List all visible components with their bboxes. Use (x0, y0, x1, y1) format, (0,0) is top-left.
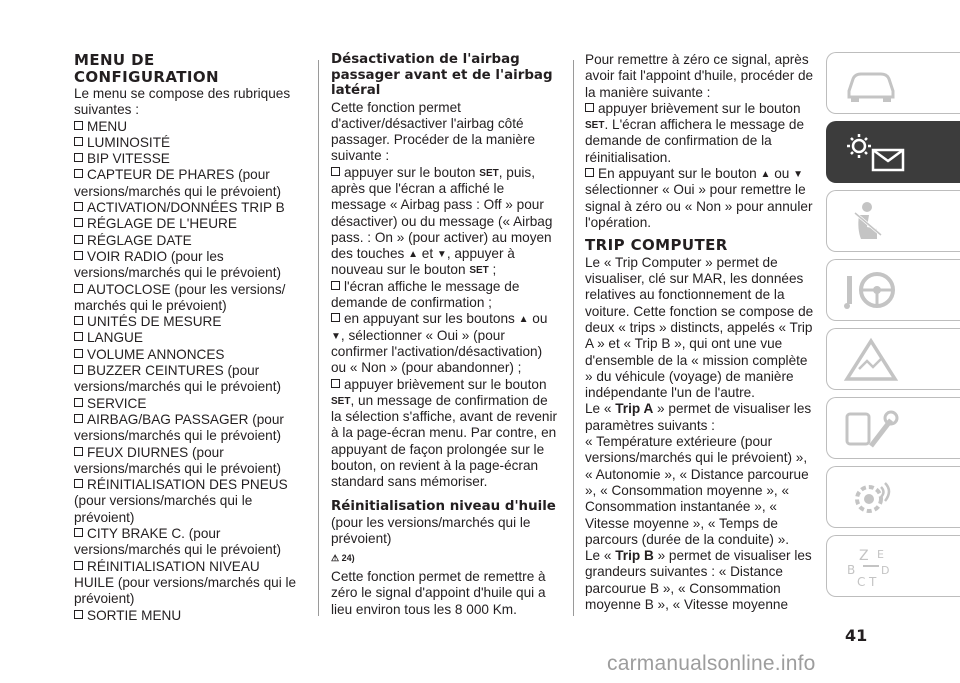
list-item: BUZZER CEINTURES (pour versions/marchés qui le prévoient) (74, 363, 282, 395)
column-divider (573, 60, 574, 616)
wrench-icon (841, 406, 901, 452)
svg-text:D: D (881, 564, 890, 577)
set-button-icon: SET (585, 120, 605, 132)
tab-maintenance[interactable] (826, 397, 960, 459)
list-item: RÉGLAGE DATE (74, 233, 302, 249)
list-item: AUTOCLOSE (pour les versions/ marchés qui le prévoient) (74, 281, 286, 313)
steering-wheel-icon (841, 268, 901, 314)
set-button-icon: SET (331, 395, 351, 407)
svg-text:Z: Z (859, 548, 869, 564)
bullet-box-icon (585, 168, 594, 177)
bullet-box-icon (74, 610, 83, 619)
tab-emergency[interactable] (826, 328, 960, 390)
list-item: appuyer brièvement sur le bouton SET, un message de confirmation de la sélection s'affiche, avant de revenir à la page-écran menu. Par contre, en appuyant de façon prolongée sur le bouton, on revient à la page-écran standard sans mémoriser. (331, 376, 558, 490)
tab-dashboard[interactable] (826, 121, 960, 183)
list-item: SERVICE (74, 396, 302, 412)
column-menu (74, 52, 302, 624)
watermark: carmanualsonline.info (607, 652, 816, 675)
down-button-icon: ▼ (793, 169, 803, 181)
set-button-icon: SET (469, 265, 489, 277)
bullet-box-icon (331, 167, 340, 176)
up-button-icon: ▲ (408, 249, 418, 261)
section-title: TRIP COMPUTER (585, 236, 728, 255)
up-button-icon: ▲ (760, 169, 771, 181)
intro-paragraph: Le menu se compose des rubriques suivantes : (74, 86, 291, 118)
list-item: FEUX DIURNES (pour versions/marchés qui le prévoient) (74, 444, 282, 476)
tab-multimedia[interactable] (826, 466, 960, 528)
bullet-box-icon (331, 379, 340, 388)
column-trip (585, 52, 817, 613)
bullet-box-icon (74, 365, 83, 374)
settings-icon (841, 475, 901, 521)
paragraph: Le « Trip A » permet de visualiser les paramètres suivants : (585, 401, 812, 433)
bullet-box-icon (74, 528, 83, 537)
set-button-icon: SET (479, 167, 499, 179)
list-item: MENU (74, 119, 302, 135)
up-button-icon: ▲ (518, 314, 529, 326)
list-item: LUMINOSITÉ (74, 135, 302, 151)
bullet-box-icon (74, 332, 83, 341)
warning-triangle-icon (841, 337, 901, 383)
svg-text:C: C (857, 575, 866, 589)
list-item: ACTIVATION/DONNÉES TRIP B (74, 200, 302, 216)
svg-text:E: E (877, 548, 884, 561)
bullet-box-icon (74, 235, 83, 244)
index-icon (841, 544, 901, 590)
bullet-box-icon (74, 447, 83, 456)
bullet-box-icon (74, 121, 83, 130)
dashboard-warning-icon (841, 130, 911, 176)
bullet-box-icon (74, 169, 83, 178)
list-item: VOLUME ANNONCES (74, 347, 302, 363)
paragraph: Pour remettre à zéro ce signal, après avoir fait l'appoint d'huile, procéder de la manière suivante : (585, 52, 814, 100)
bullet-box-icon (331, 313, 340, 322)
section-title: Réinitialisation niveau d'huile (331, 498, 556, 514)
list-item: UNITÉS DE MESURE (74, 314, 302, 330)
list-item: AIRBAG/BAG PASSAGER (pour versions/marchés qui le prévoient) (74, 411, 284, 444)
list-item: RÉINITIALISATION NIVEAU HUILE (pour versions/marchés qui le prévoient) (74, 558, 297, 607)
tab-index[interactable] (826, 535, 960, 597)
down-button-icon: ▼ (436, 249, 447, 261)
down-button-icon: ▼ (331, 330, 341, 342)
list-item: LANGUE (74, 330, 302, 346)
tab-car[interactable] (826, 52, 960, 114)
bullet-box-icon (74, 561, 83, 570)
list-item: appuyer brièvement sur le bouton SET. L'écran affichera le message de demande de confirmation de la réinitialisation. (585, 100, 805, 165)
list-item: CITY BRAKE C. (pour versions/marchés qui le prévoient) (74, 526, 282, 558)
page-number: 41 (845, 626, 868, 645)
list-item: en appuyant sur les boutons ▲ ou ▼, sélectionner « Oui » (pour confirmer l'activation/désactivation) ou « Non » (pour abandonner) ; (331, 311, 548, 376)
tab-safety[interactable] (826, 190, 960, 252)
svg-text:B: B (847, 563, 856, 577)
section-title: MENU DE CONFIGURATION (74, 51, 219, 86)
paragraph: Le « Trip B » permet de visualiser les grandeurs suivantes : « Distance parcourue B », « Consommation moyenne B », « Vitesse moyenne (585, 548, 812, 612)
tab-driving[interactable] (826, 259, 960, 321)
section-title: Désactivation de l'airbag passager avant et de l'airbag latéral (331, 52, 553, 98)
bullet-box-icon (74, 202, 83, 211)
bullet-box-icon (74, 349, 83, 358)
column-divider (318, 60, 319, 616)
paragraph: « Température extérieure (pour versions/marchés qui le prévoient) », « Autonomie », « Distance parcourue », « Consommation moyenne », « Consommation instantanée », « Vitesse moyenne », « Temps de parcours (durée de la conduite) ». (585, 434, 809, 547)
bullet-box-icon (74, 316, 83, 325)
paragraph: Cette fonction permet d'activer/désactiver l'airbag côté passager. Procéder de la manière suivante : (331, 99, 536, 164)
bullet-box-icon (74, 414, 83, 423)
warning-ref: ⚠ 24) (331, 552, 355, 563)
list-item: En appuyant sur le bouton ▲ ou ▼ sélectionner « Oui » pour remettre le signal à zéro ou « Non » pour annuler l'opération. (585, 166, 813, 230)
bullet-box-icon (74, 479, 83, 488)
list-item: appuyer sur le bouton SET, puis, après que l'écran a affiché le message « Airbag pass : Off » pour désactiver) ou du message (« Airbag pass. : On » (pour activer) au moyen des touches ▲ et ▼, appuyer à nouveau sur le bouton SET ; (331, 164, 553, 278)
list-item: VOIR RADIO (pour les versions/marchés qui le prévoient) (74, 248, 282, 281)
list-item: BIP VITESSE (74, 151, 302, 167)
list-item: RÉGLAGE DE L'HEURE (74, 216, 302, 232)
bullet-box-icon (74, 153, 83, 162)
paragraph: (pour les versions/marchés qui le prévoient) (331, 515, 531, 547)
bullet-box-icon (74, 137, 83, 146)
list-item: RÉINITIALISATION DES PNEUS (pour versions/marchés qui le prévoient) (74, 477, 288, 525)
menu-list (74, 119, 302, 624)
bullet-box-icon (74, 218, 83, 227)
bullet-box-icon (74, 251, 83, 260)
bullet-box-icon (331, 281, 340, 290)
svg-text:T: T (869, 575, 877, 589)
bullet-box-icon (74, 284, 83, 293)
list-item: CAPTEUR DE PHARES (pour versions/marchés qui le prévoient) (74, 167, 282, 199)
bullet-box-icon (585, 103, 594, 112)
column-airbag (331, 52, 559, 618)
paragraph: Cette fonction permet de remettre à zéro le signal d'appoint d'huile qui a lieu environ tous les 8 000 Km. (331, 569, 546, 617)
list-item: l'écran affiche le message de demande de confirmation ; (331, 278, 520, 311)
seatbelt-icon (841, 199, 901, 245)
warning-icon: ⚠ (331, 552, 340, 563)
chapter-tabs (826, 52, 960, 604)
list-item: SORTIE MENU (74, 608, 302, 624)
bullet-box-icon (74, 398, 83, 407)
car-icon (841, 61, 901, 105)
paragraph: Le « Trip Computer » permet de visualiser, clé sur MAR, les données relatives au fonctionnement de la voiture. Cette fonction se compose de deux « trips » distincts, appelés « Trip A » et « Trip B », qui ont une vue d'ensemble de la « mission complète » du véhicule (voyage) de manière indépendante l'un de l'autre. (585, 254, 814, 401)
